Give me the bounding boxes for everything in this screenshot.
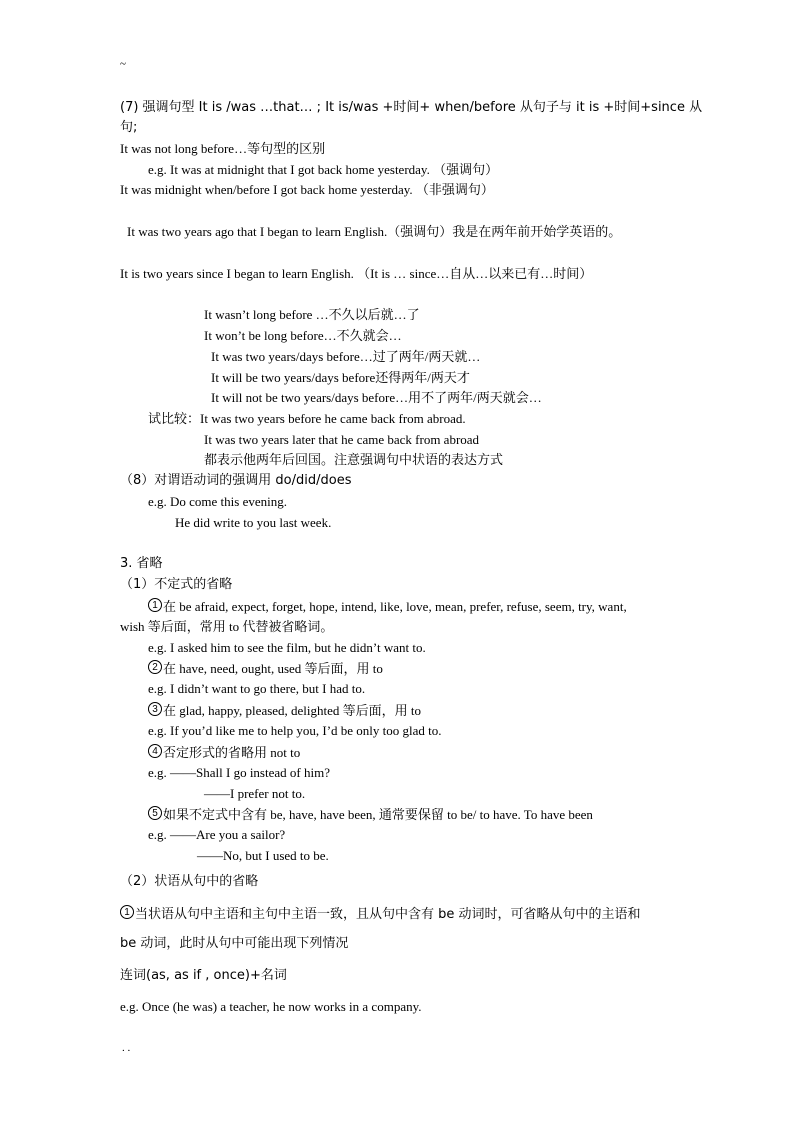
- rule-line-1: 1 在 be afraid, expect, forget, hope, intend, like, love, mean, prefer, refuse, seem, try, want,: [148, 598, 627, 615]
- header-mark: ~: [120, 58, 126, 70]
- circled-number: 4: [148, 744, 162, 758]
- text-line: 连词(as, as if , once)+名词: [120, 968, 287, 983]
- comparison-line: It was two years later that he came back from abroad: [204, 432, 480, 447]
- example-line: ——No, but I used to be.: [197, 848, 329, 863]
- rule-line-1-cont: wish 等后面，常用 to 代替被省略词。: [120, 619, 334, 634]
- subsection-2-heading: （2）状语从句中的省略: [120, 874, 259, 889]
- footer-mark: . .: [122, 1042, 131, 1054]
- pattern-line: It wasn’t long before …不久以后就…了: [204, 307, 420, 322]
- pattern-line: It will be two years/days before还得两年/两天才: [211, 370, 470, 385]
- example-line: ——I prefer not to.: [204, 786, 306, 801]
- example-line: It was midnight when/before I got back home yesterday. （非强调句）: [120, 182, 494, 197]
- example-line: e.g. It was at midnight that I got back home yesterday. （强调句）: [148, 162, 499, 177]
- pattern-line: It was two years/days before…过了两年/两天就…: [211, 349, 481, 364]
- section-3-heading: 3. 省略: [120, 556, 163, 571]
- pattern-line: It won’t be long before…不久就会…: [204, 328, 402, 343]
- rule-line-5: 5 如果不定式中含有 be, have, have been, 通常要保留 to be/ to have. To have been: [148, 806, 593, 823]
- comparison-note: 都表示他两年后回国。注意强调句中状语的表达方式: [204, 453, 504, 468]
- comparison-line: 试比较：It was two years before he came back from abroad.: [148, 411, 466, 426]
- example-line: e.g. I didn’t want to go there, but I had to.: [148, 681, 366, 696]
- example-line: He did write to you last week.: [175, 515, 332, 530]
- example-line: e.g. Do come this evening.: [148, 494, 287, 509]
- circled-number: 2: [148, 660, 162, 674]
- rule-line-adverbial-cont: be 动词，此时从句中可能出现下列情况: [120, 936, 349, 951]
- circled-number: 5: [148, 806, 162, 820]
- rule-line-3: 3 在 glad, happy, pleased, delighted 等后面，用 to: [148, 702, 421, 719]
- example-line: e.g. ——Are you a sailor?: [148, 827, 286, 842]
- section-7-heading-cont: 句;: [120, 120, 138, 135]
- example-line: It was two years ago that I began to learn English.（强调句）我是在两年前开始学英语的。: [127, 224, 622, 239]
- example-line: It is two years since I began to learn English. （It is … since…自从…以来已有…时间）: [120, 266, 593, 281]
- example-line: e.g. If you’d like me to help you, I’d be only too glad to.: [148, 723, 442, 738]
- text-line: It was not long before…等句型的区别: [120, 141, 326, 156]
- example-line: e.g. I asked him to see the film, but he didn’t want to.: [148, 640, 426, 655]
- rule-line-4: 4 否定形式的省略用 not to: [148, 744, 300, 761]
- circled-number: 1: [148, 598, 162, 612]
- example-line: e.g. Once (he was) a teacher, he now works in a company.: [120, 999, 422, 1014]
- rule-line-adverbial: 1 当状语从句中主语和主句中主语一致，且从句中含有 be 动词时，可省略从句中的主语和: [120, 905, 641, 923]
- circled-number: 1: [120, 905, 134, 919]
- circled-number: 3: [148, 702, 162, 716]
- section-8-heading: （8）对谓语动词的强调用 do/did/does: [120, 473, 352, 488]
- example-line: e.g. ——Shall I go instead of him?: [148, 765, 330, 780]
- subsection-1-heading: （1）不定式的省略: [120, 577, 233, 592]
- pattern-line: It will not be two years/days before…用不了两年/两天就会…: [211, 390, 542, 405]
- rule-line-2: 2 在 have, need, ought, used 等后面，用 to: [148, 660, 383, 677]
- section-7-heading: (7) 强调句型 It is /was …that… ; It is/was +时间+ when/before 从句子与 it is +时间+since 从: [120, 100, 703, 115]
